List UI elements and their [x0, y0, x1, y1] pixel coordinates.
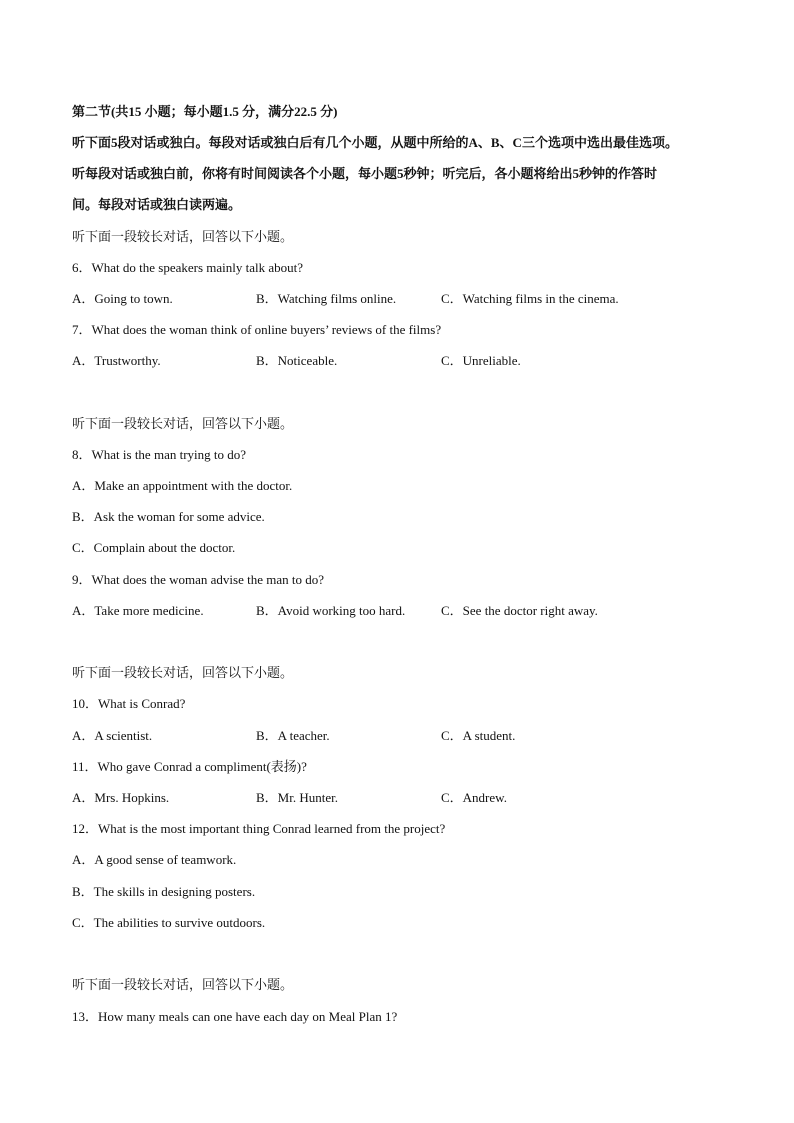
group-intro: 听下面一段较长对话，回答以下小题。 — [72, 416, 294, 431]
instruction-line-2: 听每段对话或独白前，你将有时间阅读各个小题，每小题5秒钟；听完后，各小题将给出5秒钟的作答时 — [72, 166, 658, 181]
option-c: C．A student. — [441, 728, 516, 743]
group-intro: 听下面一段较长对话，回答以下小题。 — [72, 229, 294, 244]
option-c: C．Watching films in the cinema. — [441, 291, 619, 306]
option-a: A．Make an appointment with the doctor. — [72, 478, 293, 493]
option-c: C．Complain about the doctor. — [72, 540, 236, 555]
option-c: C．The abilities to survive outdoors. — [72, 915, 266, 930]
question-stem-9: 9．What does the woman advise the man to do? — [72, 572, 324, 587]
option-a: A．Trustworthy. — [72, 353, 161, 368]
question-stem-11: 11．Who gave Conrad a compliment(表扬)? — [72, 759, 307, 774]
instruction-line-1: 听下面5段对话或独白。每段对话或独白后有几个小题，从题中所给的A、B、C三个选项中选出最佳选项。 — [72, 135, 678, 150]
question-stem-8: 8．What is the man trying to do? — [72, 447, 247, 462]
option-a: A．A good sense of teamwork. — [72, 852, 237, 867]
option-b: B．Mr. Hunter. — [256, 790, 338, 805]
option-b: B．Watching films online. — [256, 291, 397, 306]
option-b: B．Avoid working too hard. — [256, 603, 406, 618]
instruction-line-3: 间。每段对话或独白读两遍。 — [72, 197, 242, 212]
option-c: C．Unreliable. — [441, 353, 521, 368]
question-stem-7: 7．What does the woman think of online buyers’ reviews of the films? — [72, 322, 442, 337]
option-b: B．Ask the woman for some advice. — [72, 509, 265, 524]
group-intro: 听下面一段较长对话，回答以下小题。 — [72, 977, 294, 992]
option-b: B．A teacher. — [256, 728, 330, 743]
option-b: B．Noticeable. — [256, 353, 338, 368]
option-a: A．A scientist. — [72, 728, 153, 743]
question-stem-13: 13．How many meals can one have each day on Meal Plan 1? — [72, 1009, 398, 1024]
option-a: A．Take more medicine. — [72, 603, 204, 618]
question-stem-10: 10．What is Conrad? — [72, 696, 186, 711]
group-intro: 听下面一段较长对话，回答以下小题。 — [72, 665, 294, 680]
question-stem-12: 12．What is the most important thing Conrad learned from the project? — [72, 821, 446, 836]
option-a: A．Going to town. — [72, 291, 173, 306]
option-b: B．The skills in designing posters. — [72, 884, 256, 899]
option-c: C．See the doctor right away. — [441, 603, 598, 618]
option-a: A．Mrs. Hopkins. — [72, 790, 170, 805]
question-stem-6: 6．What do the speakers mainly talk about? — [72, 260, 304, 275]
section-title: 第二节(共15 小题；每小题1.5 分，满分22.5 分) — [72, 104, 338, 119]
option-c: C．Andrew. — [441, 790, 507, 805]
